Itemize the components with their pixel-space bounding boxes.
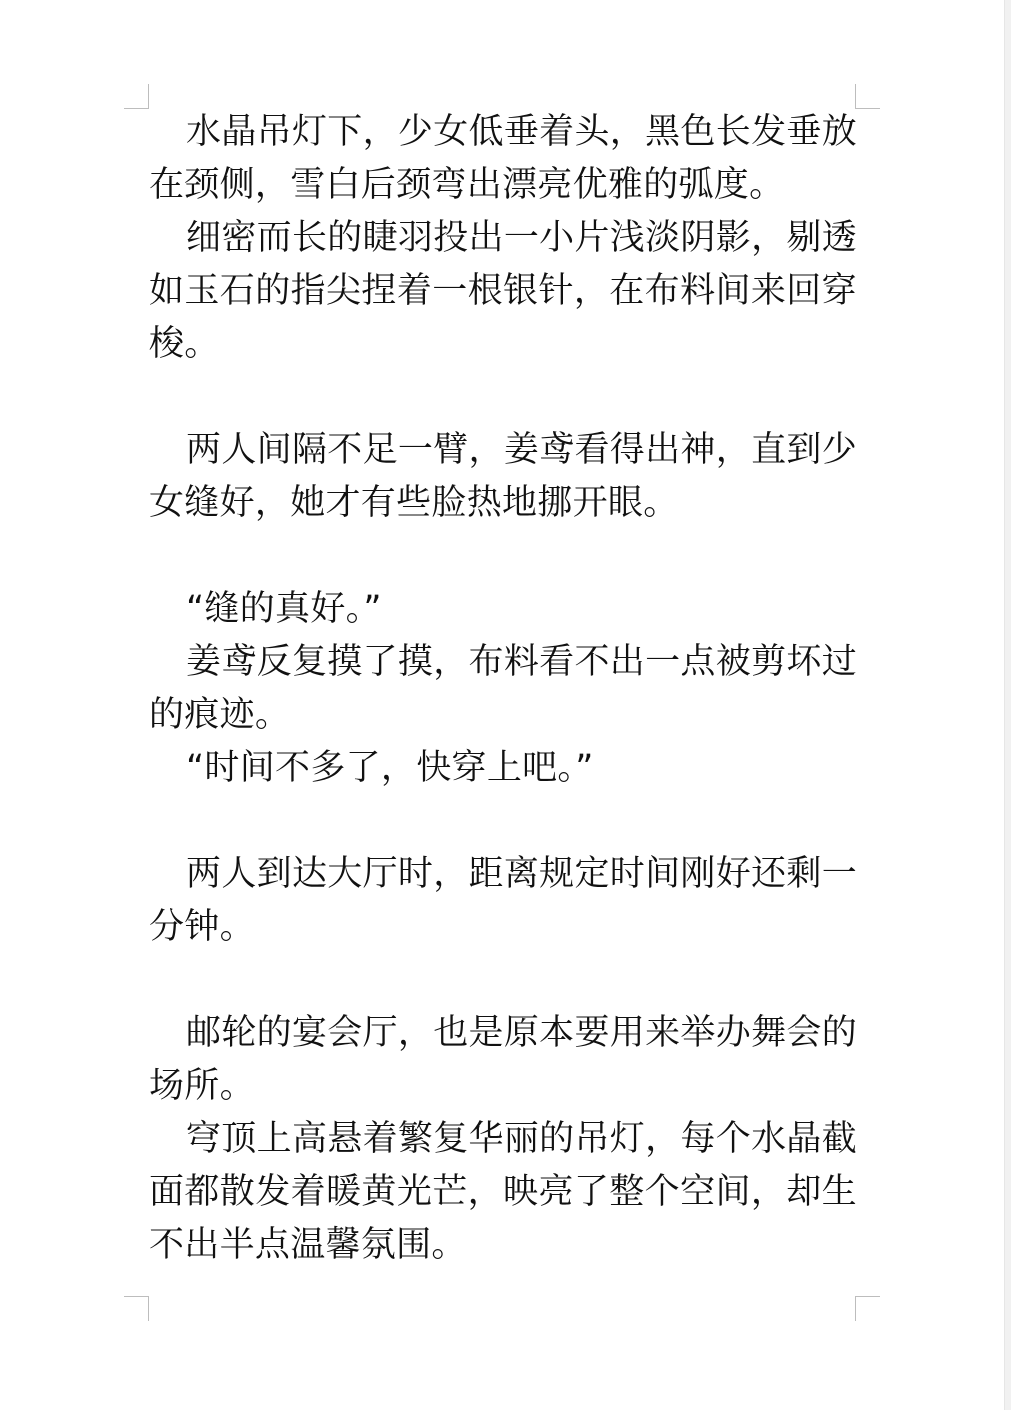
paragraph: “时间不多了，快穿上吧。” [186, 748, 594, 788]
page-corner-mark-top-right [855, 84, 880, 109]
paragraph: 细密而长的睫羽投出一小片浅淡阴影，剔透如玉石的指尖捏着一根银针，在布料间来回穿梭。 [149, 218, 857, 364]
document-body[interactable] [149, 106, 857, 1272]
paragraph: 两人间隔不足一臂，姜鸢看得出神，直到少女缝好，她才有些脸热地挪开眼。 [149, 430, 857, 523]
blank-line [149, 371, 857, 424]
paragraph: 穹顶上高悬着繁复华丽的吊灯，每个水晶截面都散发着暖黄光芒，映亮了整个空间，却生不出半点温馨氛围。 [149, 1119, 857, 1265]
paragraph: 姜鸢反复摸了摸，布料看不出一点被剪坏过的痕迹。 [149, 642, 857, 735]
page-corner-mark-bottom-left [124, 1296, 149, 1321]
page-corner-mark-bottom-right [855, 1296, 880, 1321]
blank-line [149, 795, 857, 848]
scrollbar-track[interactable] [1004, 0, 1011, 1410]
paragraph: 邮轮的宴会厅，也是原本要用来举办舞会的场所。 [149, 1013, 857, 1106]
paragraph: 水晶吊灯下，少女低垂着头，黑色长发垂放在颈侧，雪白后颈弯出漂亮优雅的弧度。 [149, 112, 857, 205]
paragraph: “缝的真好。” [186, 589, 382, 629]
blank-line [149, 954, 857, 1007]
blank-line [149, 530, 857, 583]
paragraph: 两人到达大厅时，距离规定时间刚好还剩一分钟。 [149, 854, 857, 947]
page-corner-mark-top-left [124, 84, 149, 109]
